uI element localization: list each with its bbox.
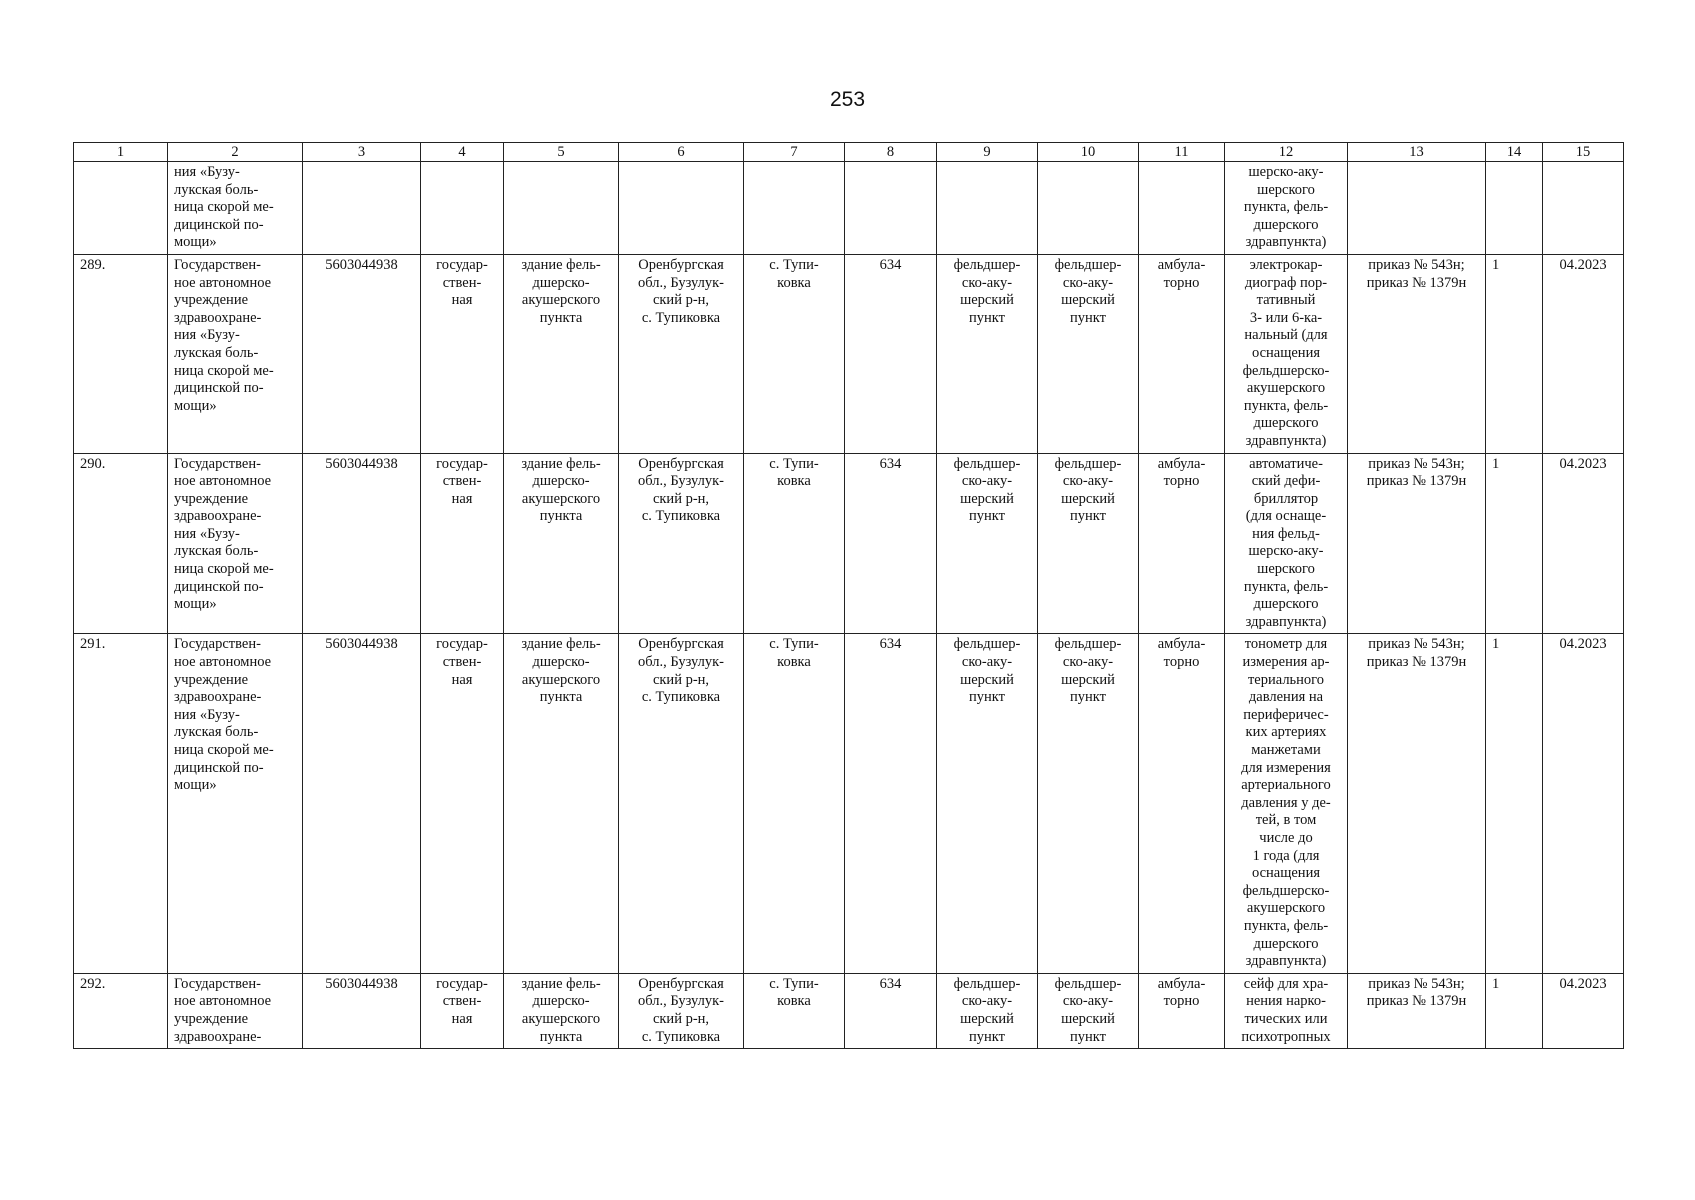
text-line: ско-аку- [1062, 274, 1114, 291]
cell-qty: 1 [1486, 634, 1543, 973]
text-line: приказ № 1379н [1366, 473, 1467, 490]
text-line: мощи» [174, 596, 217, 613]
text-line: шерский [1061, 1010, 1115, 1027]
text-line: шерско-аку- [1248, 164, 1324, 180]
cell-order [1348, 254, 1486, 453]
cell-num: 290. [74, 453, 168, 634]
table-body [74, 162, 1624, 1049]
cell-num: 292. [74, 973, 168, 1048]
cell-inn: 5603044938 [303, 634, 421, 973]
text-line: здравоохране- [174, 309, 262, 326]
cell-building [504, 634, 619, 973]
text-line: ковка [777, 993, 811, 1010]
cell-inn: 5603044938 [303, 254, 421, 453]
text-line: ско-аку- [961, 274, 1013, 291]
cell-order [1348, 453, 1486, 634]
text-line: приказ № 543н; [1368, 455, 1465, 472]
text-line: акушерского [1246, 380, 1326, 397]
cell-care-form [1139, 453, 1225, 634]
cell-locality [744, 973, 845, 1048]
cell-unit-type [937, 634, 1038, 973]
column-number-15: 15 [1543, 143, 1624, 162]
text-line: дицинской по- [174, 578, 264, 595]
column-number-9: 9 [937, 143, 1038, 162]
text-line: приказ № 1379н [1366, 274, 1467, 291]
text-line: здание фель- [521, 455, 601, 472]
text-line: лукская боль- [174, 543, 259, 560]
text-line: здание фель- [521, 636, 601, 653]
text-line: ница скорой ме- [174, 362, 274, 379]
cell-care-form [1139, 973, 1225, 1048]
text-line: здравпункта) [1245, 953, 1327, 970]
text-line: фельдшер- [953, 636, 1021, 653]
text-line: Оренбургская [638, 636, 724, 653]
text-line: пункта, фель- [1243, 917, 1329, 934]
text-line: государ- [436, 636, 488, 653]
text-line: числе до [1259, 829, 1313, 846]
text-line: фельдшер- [953, 975, 1021, 992]
text-line: приказ № 543н; [1368, 636, 1465, 653]
text-line: с. Тупиковка [641, 508, 721, 525]
text-line: психотропных [1241, 1028, 1331, 1045]
cell-address [619, 973, 744, 1048]
text-line: здание фель- [521, 975, 601, 992]
column-number-3: 3 [303, 143, 421, 162]
cell-equipment [1225, 634, 1348, 973]
text-line: фельдшер- [1054, 256, 1122, 273]
text-line: торно [1163, 274, 1200, 291]
cell-unit-name [1038, 634, 1139, 973]
text-line: шерского [1257, 181, 1315, 198]
text-line: электрокар- [1249, 256, 1323, 273]
text-line: ная [451, 490, 473, 507]
text-line: диограф пор- [1244, 274, 1328, 291]
text-line: акушерского [521, 490, 601, 507]
cell-care-form [1139, 634, 1225, 973]
cell-locality [744, 634, 845, 973]
text-line: здание фель- [521, 256, 601, 273]
text-line: тей, в том [1255, 812, 1317, 829]
column-number-10: 10 [1038, 143, 1139, 162]
text-line: сейф для хра- [1243, 975, 1329, 992]
cell-equipment [1225, 162, 1348, 255]
cell-population: 634 [845, 254, 937, 453]
text-line: пункта [539, 1028, 583, 1045]
cell-date: 04.2023 [1543, 254, 1624, 453]
cell-org [168, 162, 303, 255]
text-line: Государствен- [174, 256, 261, 273]
cell-num: 289. [74, 254, 168, 453]
cell-date: 04.2023 [1543, 973, 1624, 1048]
text-line: дшерско- [532, 274, 590, 291]
text-line: ский дефи- [1251, 473, 1321, 490]
table-header [74, 143, 1624, 162]
text-line: пункта [539, 309, 583, 326]
text-line: лукская боль- [174, 344, 259, 361]
cell-unit-name [1038, 973, 1139, 1048]
text-line: нальный (для [1244, 327, 1328, 344]
text-line: ствен- [442, 473, 482, 490]
text-line: ница скорой ме- [174, 199, 274, 216]
text-line: ния «Бузу- [174, 327, 240, 344]
text-line: ковка [777, 654, 811, 671]
column-number-row [74, 143, 1624, 162]
text-line: с. Тупиковка [641, 689, 721, 706]
text-line: шерский [960, 671, 1014, 688]
cell-unit-type [937, 254, 1038, 453]
column-number-1: 1 [74, 143, 168, 162]
text-line: оснащения [1251, 344, 1321, 361]
text-line: пункта, фель- [1243, 578, 1329, 595]
text-line: пункта, фель- [1243, 397, 1329, 414]
text-line: фельдшер- [1054, 636, 1122, 653]
cell-equipment [1225, 973, 1348, 1048]
page-number: 253 [829, 88, 866, 111]
text-line: здравоохране- [174, 689, 262, 706]
text-line: Государствен- [174, 975, 261, 992]
text-line: дицинской по- [174, 216, 264, 233]
column-number-12: 12 [1225, 143, 1348, 162]
text-line: дицинской по- [174, 380, 264, 397]
text-line: пункт [969, 508, 1005, 525]
column-number-5: 5 [504, 143, 619, 162]
text-line: акушерского [521, 671, 601, 688]
text-line: здравоохране- [174, 1028, 262, 1045]
text-line: ния «Бузу- [174, 164, 240, 180]
text-line: дшерско- [532, 654, 590, 671]
text-line: обл., Бузулук- [638, 274, 724, 291]
cell-org [168, 453, 303, 634]
text-line: шерский [960, 292, 1014, 309]
text-line: измерения ар- [1242, 654, 1330, 671]
cell-address [619, 453, 744, 634]
column-number-8: 8 [845, 143, 937, 162]
text-line: фельдшер- [953, 256, 1021, 273]
text-line: шерско-аку- [1248, 543, 1324, 560]
text-line: ница скорой ме- [174, 742, 274, 758]
text-line: пункта [539, 508, 583, 525]
cell-unit-type [937, 973, 1038, 1048]
carryover-row [74, 162, 1624, 255]
text-line: Государствен- [174, 455, 261, 472]
cell-address [619, 254, 744, 453]
cell-org [168, 634, 303, 973]
text-line: ский р-н, [652, 671, 710, 688]
text-line: пункта, фель- [1243, 199, 1329, 216]
cell-ownership [421, 254, 504, 453]
text-line: здравпункта) [1245, 234, 1327, 251]
text-line: тонометр для [1244, 636, 1328, 653]
text-line: мощи» [174, 397, 217, 414]
text-line: Оренбургская [638, 975, 724, 992]
text-line: териального [1247, 671, 1325, 688]
text-line: ствен- [442, 274, 482, 291]
text-line: ско-аку- [961, 473, 1013, 490]
text-line: приказ № 543н; [1368, 256, 1465, 273]
text-line: оснащения [1251, 865, 1321, 882]
text-line: с. Тупи- [769, 636, 819, 653]
cell-inn: 5603044938 [303, 973, 421, 1048]
cell-num: 291. [74, 634, 168, 973]
cell-org [168, 254, 303, 453]
text-line: обл., Бузулук- [638, 654, 724, 671]
cell-care-form [1139, 254, 1225, 453]
text-line: торно [1163, 473, 1200, 490]
cell-building [504, 254, 619, 453]
text-line: с. Тупи- [769, 455, 819, 472]
text-line: здравпункта) [1245, 432, 1327, 449]
text-line: Оренбургская [638, 455, 724, 472]
text-line: дшерского [1253, 596, 1319, 613]
cell-num [74, 162, 168, 255]
text-line: шерского [1257, 561, 1315, 578]
text-line: учреждение [174, 671, 249, 688]
text-line: государ- [436, 256, 488, 273]
text-line: пункт [1070, 1028, 1106, 1045]
text-line: 3- или 6-ка- [1249, 309, 1323, 326]
table-row [74, 453, 1624, 634]
cell-locality [744, 254, 845, 453]
text-line: нения нарко- [1246, 993, 1326, 1010]
cell-unit-type [937, 453, 1038, 634]
cell-address [619, 634, 744, 973]
text-line: ния фельд- [1252, 525, 1320, 542]
text-line: обл., Бузулук- [638, 473, 724, 490]
text-line: ная [451, 292, 473, 309]
cell-qty: 1 [1486, 973, 1543, 1048]
text-line: фельдшерско- [1242, 882, 1330, 899]
text-line: дшерского [1253, 216, 1319, 233]
text-line: приказ № 1379н [1366, 654, 1467, 671]
text-line: ких артериях [1245, 724, 1327, 741]
text-line: пункт [1070, 309, 1106, 326]
text-line: фельдшерско- [1242, 362, 1330, 379]
text-line: Оренбургская [638, 256, 724, 273]
text-line: автоматиче- [1249, 455, 1323, 472]
text-line: обл., Бузулук- [638, 993, 724, 1010]
cell-date: 04.2023 [1543, 453, 1624, 634]
text-line: шерский [960, 490, 1014, 507]
text-line: ковка [777, 473, 811, 490]
text-line: фельдшер- [1054, 975, 1122, 992]
text-line: шерский [1061, 490, 1115, 507]
registry-table [73, 142, 1624, 1049]
cell-population: 634 [845, 973, 937, 1048]
text-line: дицинской по- [174, 759, 264, 776]
cell-building [504, 973, 619, 1048]
text-line: учреждение [174, 292, 249, 309]
text-line: периферичес- [1243, 706, 1329, 723]
text-line: приказ № 543н; [1368, 975, 1465, 992]
column-number-7: 7 [744, 143, 845, 162]
text-line: ский р-н, [652, 1010, 710, 1027]
text-line: давления на [1248, 689, 1324, 706]
text-line: фельдшер- [953, 455, 1021, 472]
text-line: государ- [436, 975, 488, 992]
text-line: ния «Бузу- [174, 706, 240, 723]
text-line: 1 года (для [1252, 847, 1320, 864]
text-line: шерский [1061, 292, 1115, 309]
text-line: пункт [969, 309, 1005, 326]
column-number-11: 11 [1139, 143, 1225, 162]
cell-ownership [421, 634, 504, 973]
text-line: дшерско- [532, 473, 590, 490]
text-line: акушерского [521, 292, 601, 309]
cell-unit-name [1038, 453, 1139, 634]
text-line: ско-аку- [1062, 654, 1114, 671]
column-number-4: 4 [421, 143, 504, 162]
cell-inn: 5603044938 [303, 453, 421, 634]
text-line: пункт [1070, 508, 1106, 525]
text-line: (для оснаще- [1245, 508, 1327, 525]
text-line: учреждение [174, 1010, 249, 1027]
text-line: мощи» [174, 777, 217, 794]
text-line: с. Тупиковка [641, 1028, 721, 1045]
cell-ownership [421, 453, 504, 634]
text-line: ния «Бузу- [174, 525, 240, 542]
column-number-14: 14 [1486, 143, 1543, 162]
text-line: ная [451, 1010, 473, 1027]
text-line: торно [1163, 993, 1200, 1010]
text-line: ница скорой ме- [174, 561, 274, 578]
cell-building [504, 453, 619, 634]
text-line: дшерско- [532, 993, 590, 1010]
text-line: дшерского [1253, 935, 1319, 952]
column-number-6: 6 [619, 143, 744, 162]
text-line: артериального [1241, 777, 1331, 794]
text-line: ско-аку- [961, 993, 1013, 1010]
text-line: с. Тупиковка [641, 309, 721, 326]
text-line: пункт [969, 689, 1005, 706]
text-line: ствен- [442, 654, 482, 671]
cell-ownership [421, 973, 504, 1048]
text-line: ная [451, 671, 473, 688]
text-line: здравоохране- [174, 508, 262, 525]
text-line: ско-аку- [961, 654, 1013, 671]
text-line: манжетами [1251, 742, 1321, 758]
text-line: ное автономное [174, 274, 272, 291]
text-line: ное автономное [174, 993, 272, 1010]
text-line: пункт [969, 1028, 1005, 1045]
text-line: приказ № 1379н [1366, 993, 1467, 1010]
cell-order [1348, 634, 1486, 973]
text-line: торно [1163, 654, 1200, 671]
text-line: тических или [1244, 1010, 1328, 1027]
text-line: ско-аку- [1062, 993, 1114, 1010]
text-line: с. Тупи- [769, 256, 819, 273]
cell-order [1348, 973, 1486, 1048]
text-line: ско-аку- [1062, 473, 1114, 490]
text-line: с. Тупи- [769, 975, 819, 992]
text-line: давления у де- [1241, 794, 1331, 811]
text-line: пункта [539, 689, 583, 706]
text-line: бриллятор [1253, 490, 1319, 507]
text-line: ствен- [442, 993, 482, 1010]
text-line: пункт [1070, 689, 1106, 706]
text-line: шерский [1061, 671, 1115, 688]
cell-qty: 1 [1486, 254, 1543, 453]
text-line: ский р-н, [652, 490, 710, 507]
table-row [74, 254, 1624, 453]
text-line: ский р-н, [652, 292, 710, 309]
text-line: лукская боль- [174, 724, 259, 741]
cell-equipment [1225, 254, 1348, 453]
text-line: амбула- [1157, 256, 1206, 273]
text-line: лукская боль- [174, 181, 259, 198]
cell-equipment [1225, 453, 1348, 634]
table-row [74, 973, 1624, 1048]
table-row [74, 634, 1624, 973]
cell-locality [744, 453, 845, 634]
text-line: мощи» [174, 234, 217, 251]
cell-population: 634 [845, 453, 937, 634]
text-line: здравпункта) [1245, 613, 1327, 630]
text-line: амбула- [1157, 455, 1206, 472]
text-line: для измерения [1241, 759, 1331, 776]
text-line: тативный [1256, 292, 1316, 309]
text-line: Государствен- [174, 636, 261, 653]
text-line: амбула- [1157, 975, 1206, 992]
text-line: государ- [436, 455, 488, 472]
cell-unit-name [1038, 254, 1139, 453]
cell-qty: 1 [1486, 453, 1543, 634]
text-line: ковка [777, 274, 811, 291]
text-line: ное автономное [174, 654, 272, 671]
text-line: шерский [960, 1010, 1014, 1027]
text-line: фельдшер- [1054, 455, 1122, 472]
column-number-2: 2 [168, 143, 303, 162]
text-line: учреждение [174, 490, 249, 507]
cell-org [168, 973, 303, 1048]
text-line: акушерского [1246, 900, 1326, 917]
text-line: амбула- [1157, 636, 1206, 653]
text-line: акушерского [521, 1010, 601, 1027]
text-line: ное автономное [174, 473, 272, 490]
column-number-13: 13 [1348, 143, 1486, 162]
text-line: дшерского [1253, 415, 1319, 432]
cell-date: 04.2023 [1543, 634, 1624, 973]
cell-population: 634 [845, 634, 937, 973]
